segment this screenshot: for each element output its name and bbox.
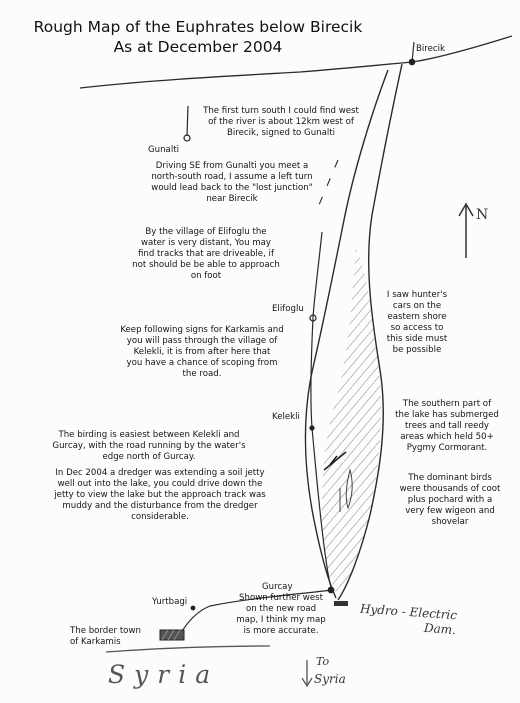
note-dominant-birds: The dominant birds were thousands of coot plus pochard with a very few wigeon and shovelar (399, 473, 501, 527)
label-gurcay: Gurcay (262, 582, 293, 592)
north-arrow (459, 204, 473, 258)
label-yurtbagi: Yurtbagi (152, 597, 188, 607)
note-hunters: I saw hunter's cars on the eastern shore so access to this side must be possible (386, 290, 448, 355)
note-driving-se: Driving SE from Gunalti you meet a north-south road, I assume a left turn would lead back to the "lost junction" near Birecik (151, 161, 313, 204)
label-to-syria: Syria (314, 672, 346, 686)
note-karkamis-signs: Keep following signs for Karkamis and you will pass through the village of Kelekli, it is from after here that you have a chance of scoping from the road. (120, 325, 284, 379)
to-syria-arrow (302, 660, 312, 686)
map-title-line1: Rough Map of the Euphrates below Birecik (33, 18, 363, 36)
karkamis-town-marker (160, 630, 184, 640)
birecik-dot (409, 59, 416, 66)
label-dam-line1: Hydro - Electric (359, 601, 458, 623)
note-dredger: In Dec 2004 a dredger was extending a soil jetty well out into the lake, you could drive down the jetty to view the lake but the approach track was muddy and the disturbance from the dredger considerable. (54, 468, 266, 522)
kelekli-dot (309, 425, 314, 430)
label-dam-line2: Dam. (423, 620, 457, 638)
label-syria: Syria (108, 660, 220, 689)
dam-marker (334, 601, 348, 606)
note-first-turn: The first turn south I could find west of the river is about 12km west of Birecik, signed to Gunalti (203, 106, 359, 138)
note-birding: The birding is easiest between Kelekli and Gurcay, with the road running by the water's edge north of Gurcay. (52, 430, 246, 462)
lake-hatched-area (322, 248, 381, 596)
label-to: To (316, 655, 330, 668)
map-title-line2: As at December 2004 (113, 38, 283, 56)
road-gunalti-turn (187, 106, 188, 136)
note-gurcay-west: Shown further west on the new road map, I think my map is more accurate. (236, 593, 326, 636)
label-birecik: Birecik (416, 44, 446, 54)
label-kelekli: Kelekli (272, 412, 300, 422)
label-gunalti: Gunalti (148, 145, 179, 155)
note-southern-part: The southern part of the lake has submerged trees and tall reedy areas which held 50+ Pygmy Cormorant. (395, 399, 499, 453)
syria-border (106, 646, 270, 652)
yurtbagi-dot (191, 606, 196, 611)
label-karkamis-line1: The border town (70, 626, 141, 636)
label-elifoglu: Elifoglu (272, 304, 304, 314)
label-north: N (476, 207, 489, 223)
label-karkamis-line2: of Karkamis (70, 637, 121, 647)
note-elifoglu-village: By the village of Elifoglu the water is very distant, You may find tracks that are driveable, if not should be be able to approach on foot (132, 227, 280, 281)
